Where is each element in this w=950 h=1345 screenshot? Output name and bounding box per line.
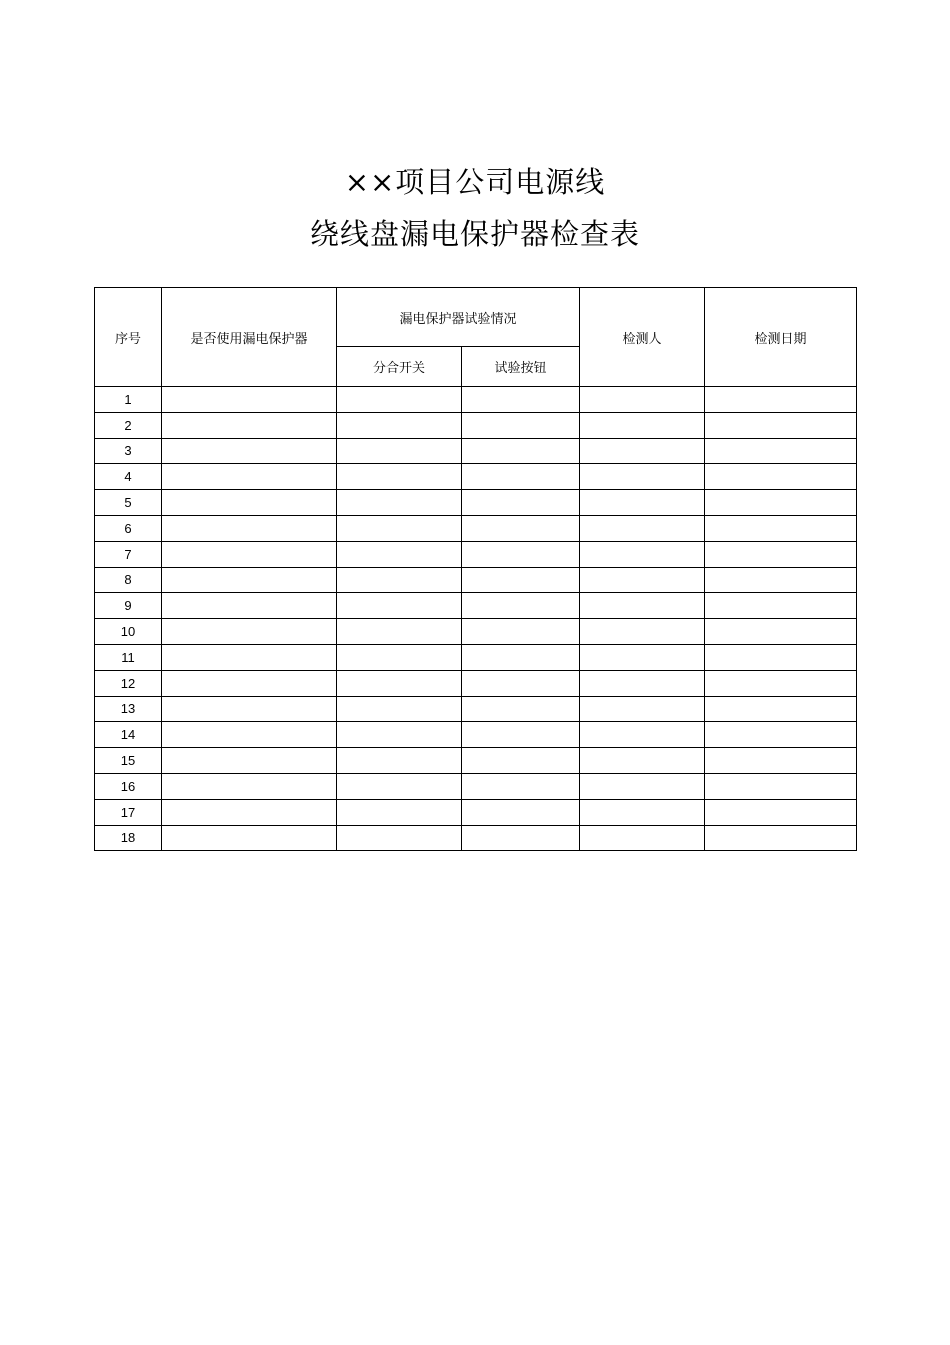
cell-use-leakage-protector: [162, 515, 337, 541]
cell-date: [705, 593, 857, 619]
table-row: [95, 464, 857, 490]
table-row: [95, 696, 857, 722]
cell-date: [705, 825, 857, 851]
cell-use-leakage-protector: [162, 490, 337, 516]
cell-seq: 11: [95, 644, 162, 670]
table-row: [95, 670, 857, 696]
table-row: [95, 722, 857, 748]
table-row: [95, 387, 857, 413]
cell-test-button: [462, 438, 580, 464]
title-line-2: 绕线盘漏电保护器检查表: [309, 217, 640, 251]
cell-test-button: [462, 515, 580, 541]
cell-date: [705, 722, 857, 748]
cell-date: [705, 412, 857, 438]
cell-use-leakage-protector: [162, 619, 337, 645]
cell-use-leakage-protector: [162, 412, 337, 438]
header-switch: 分合开关: [337, 347, 462, 387]
cell-use-leakage-protector: [162, 748, 337, 774]
cell-use-leakage-protector: [162, 722, 337, 748]
title-line-1: ××项目公司电源线: [344, 165, 606, 199]
cell-inspector: [580, 438, 705, 464]
cell-seq: 1: [95, 387, 162, 413]
cell-seq: 16: [95, 773, 162, 799]
header-row-1: [95, 288, 857, 347]
table-row: [95, 619, 857, 645]
cell-switch: [337, 748, 462, 774]
cell-date: [705, 387, 857, 413]
cell-inspector: [580, 412, 705, 438]
table-row: [95, 825, 857, 851]
cell-test-button: [462, 799, 580, 825]
cell-seq: 3: [95, 438, 162, 464]
cell-switch: [337, 696, 462, 722]
cell-switch: [337, 412, 462, 438]
cell-seq: 7: [95, 541, 162, 567]
cell-switch: [337, 464, 462, 490]
cell-use-leakage-protector: [162, 773, 337, 799]
cell-switch: [337, 825, 462, 851]
cell-switch: [337, 387, 462, 413]
cell-use-leakage-protector: [162, 567, 337, 593]
cell-inspector: [580, 515, 705, 541]
cell-seq: 10: [95, 619, 162, 645]
cell-use-leakage-protector: [162, 438, 337, 464]
table-row: [95, 799, 857, 825]
document-title: [0, 166, 950, 250]
cell-switch: [337, 799, 462, 825]
cell-test-button: [462, 567, 580, 593]
cell-date: [705, 490, 857, 516]
cell-test-button: [462, 412, 580, 438]
cell-seq: 17: [95, 799, 162, 825]
cell-date: [705, 567, 857, 593]
cell-inspector: [580, 799, 705, 825]
cell-inspector: [580, 722, 705, 748]
cell-date: [705, 748, 857, 774]
cell-test-button: [462, 644, 580, 670]
cell-date: [705, 464, 857, 490]
cell-test-button: [462, 748, 580, 774]
cell-inspector: [580, 773, 705, 799]
cell-test-button: [462, 464, 580, 490]
cell-date: [705, 541, 857, 567]
cell-use-leakage-protector: [162, 696, 337, 722]
cell-use-leakage-protector: [162, 593, 337, 619]
cell-inspector: [580, 464, 705, 490]
cell-test-button: [462, 773, 580, 799]
cell-date: [705, 438, 857, 464]
cell-inspector: [580, 644, 705, 670]
cell-switch: [337, 515, 462, 541]
header-date: 检测日期: [705, 288, 857, 387]
table-row: [95, 748, 857, 774]
table-row: [95, 593, 857, 619]
cell-seq: 18: [95, 825, 162, 851]
cell-date: [705, 619, 857, 645]
table-row: [95, 412, 857, 438]
cell-inspector: [580, 825, 705, 851]
table-row: [95, 644, 857, 670]
cell-test-button: [462, 541, 580, 567]
table-row: [95, 541, 857, 567]
cell-use-leakage-protector: [162, 670, 337, 696]
header-test-button: 试验按钮: [462, 347, 580, 387]
cell-test-button: [462, 722, 580, 748]
cell-inspector: [580, 567, 705, 593]
cell-test-button: [462, 593, 580, 619]
cell-inspector: [580, 748, 705, 774]
cell-use-leakage-protector: [162, 825, 337, 851]
header-seq: 序号: [95, 288, 162, 387]
cell-inspector: [580, 696, 705, 722]
cell-seq: 5: [95, 490, 162, 516]
cell-switch: [337, 541, 462, 567]
cell-use-leakage-protector: [162, 387, 337, 413]
cell-date: [705, 670, 857, 696]
cell-inspector: [580, 541, 705, 567]
cell-switch: [337, 438, 462, 464]
cell-switch: [337, 773, 462, 799]
cell-switch: [337, 619, 462, 645]
cell-inspector: [580, 619, 705, 645]
table-row: [95, 567, 857, 593]
cell-switch: [337, 722, 462, 748]
table-row: [95, 773, 857, 799]
cell-seq: 13: [95, 696, 162, 722]
cell-seq: 8: [95, 567, 162, 593]
cell-date: [705, 696, 857, 722]
cell-inspector: [580, 670, 705, 696]
cell-test-button: [462, 619, 580, 645]
cell-inspector: [580, 593, 705, 619]
cell-date: [705, 773, 857, 799]
header-test-group: 漏电保护器试验情况: [337, 288, 580, 347]
cell-seq: 9: [95, 593, 162, 619]
cell-date: [705, 799, 857, 825]
cell-test-button: [462, 670, 580, 696]
cell-use-leakage-protector: [162, 541, 337, 567]
table-row: [95, 438, 857, 464]
cell-test-button: [462, 490, 580, 516]
cell-seq: 6: [95, 515, 162, 541]
header-use-leakage-protector: 是否使用漏电保护器: [162, 288, 337, 387]
cell-use-leakage-protector: [162, 464, 337, 490]
cell-seq: 14: [95, 722, 162, 748]
cell-switch: [337, 593, 462, 619]
cell-switch: [337, 490, 462, 516]
header-inspector: 检测人: [580, 288, 705, 387]
cell-switch: [337, 670, 462, 696]
cell-date: [705, 644, 857, 670]
cell-switch: [337, 567, 462, 593]
cell-inspector: [580, 490, 705, 516]
cell-seq: 12: [95, 670, 162, 696]
cell-seq: 4: [95, 464, 162, 490]
table-row: [95, 490, 857, 516]
cell-inspector: [580, 387, 705, 413]
cell-test-button: [462, 696, 580, 722]
table-row: [95, 515, 857, 541]
cell-test-button: [462, 387, 580, 413]
cell-switch: [337, 644, 462, 670]
cell-test-button: [462, 825, 580, 851]
cell-use-leakage-protector: [162, 799, 337, 825]
cell-seq: 2: [95, 412, 162, 438]
cell-seq: 15: [95, 748, 162, 774]
cell-use-leakage-protector: [162, 644, 337, 670]
inspection-table: [94, 287, 857, 851]
cell-date: [705, 515, 857, 541]
